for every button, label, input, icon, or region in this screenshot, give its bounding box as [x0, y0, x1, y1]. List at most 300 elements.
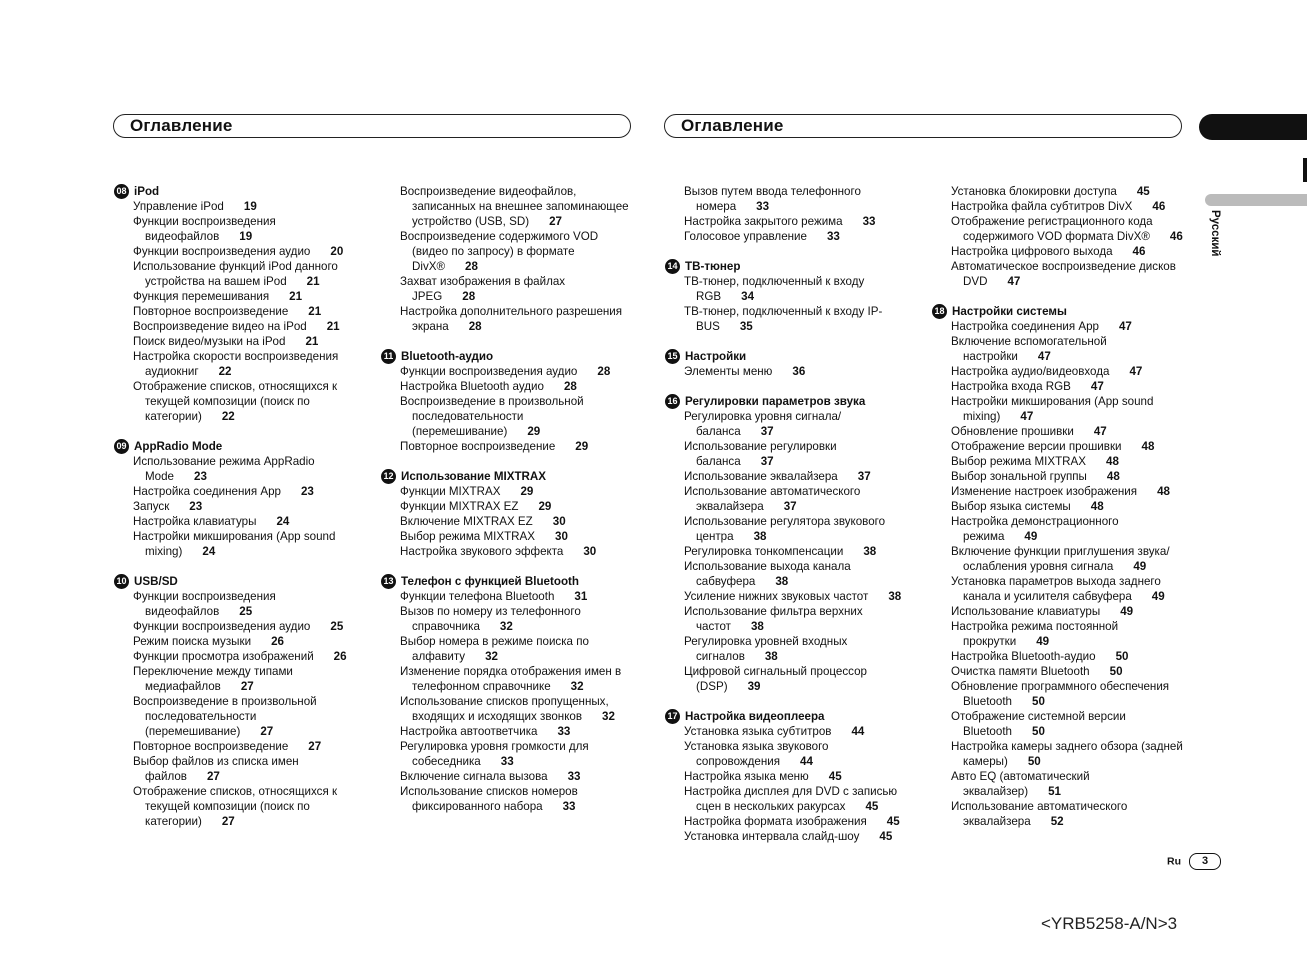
toc-entry[interactable]	[684, 724, 909, 739]
toc-entry-page: 24	[202, 545, 216, 558]
toc-items	[380, 589, 630, 814]
toc-column-1	[113, 184, 358, 844]
toc-entry-page: 28	[462, 290, 476, 303]
toc-entry[interactable]	[400, 694, 630, 724]
toc-header-left-title: Оглавление	[130, 116, 233, 135]
toc-entry[interactable]	[951, 484, 1186, 499]
toc-entry-text: Функции просмотра изображений	[133, 650, 314, 663]
toc-entry-page: 38	[863, 545, 877, 558]
section-title: USB/SD	[134, 575, 178, 588]
toc-entry[interactable]	[400, 769, 630, 784]
toc-entry[interactable]	[133, 649, 358, 664]
toc-entry-text: Настройка дополнительного разрешения экрана	[400, 305, 623, 333]
toc-entry[interactable]	[400, 364, 630, 379]
toc-entry-text: Переключение между типами медиафайлов	[133, 665, 293, 693]
toc-entry-page: 45	[879, 830, 893, 843]
toc-items	[380, 484, 630, 559]
toc-entry-page: 29	[538, 500, 552, 513]
toc-entry-page: 23	[300, 485, 314, 498]
toc-entry[interactable]	[951, 619, 1186, 649]
toc-entry-text: Выбор языка системы	[951, 500, 1071, 513]
toc-entry-page: 48	[1157, 485, 1170, 498]
toc-entry[interactable]	[951, 334, 1186, 364]
toc-entry[interactable]	[684, 439, 909, 469]
toc-entry-page: 29	[520, 485, 534, 498]
side-language-label: Русский	[1209, 210, 1221, 257]
toc-entry-page: 46	[1169, 230, 1183, 243]
toc-entry-text: Поиск видео/музыки на iPod	[133, 335, 286, 348]
toc-entry[interactable]	[951, 259, 1186, 289]
toc-entry-text: Изменение настроек изображения	[951, 485, 1138, 498]
toc-entry-page: 30	[555, 530, 568, 543]
toc-entry[interactable]	[133, 514, 358, 529]
toc-entry-page: 28	[468, 320, 482, 333]
toc-entry[interactable]	[951, 424, 1186, 439]
toc-entry[interactable]	[133, 214, 358, 244]
toc-entry[interactable]	[951, 184, 1186, 199]
toc-items	[664, 409, 909, 694]
toc-entry[interactable]	[133, 664, 358, 694]
toc-entry-text: Функции телефона Bluetooth	[400, 590, 555, 603]
toc-items	[113, 199, 358, 424]
toc-entry[interactable]	[400, 664, 630, 694]
toc-section	[113, 184, 358, 424]
toc-entry[interactable]	[133, 739, 358, 754]
toc-entry-text: Повторное воспроизведение	[400, 440, 556, 453]
toc-entry[interactable]	[684, 304, 909, 334]
toc-entry[interactable]	[684, 229, 909, 244]
toc-entry-text: Использование автоматического эквалайзера	[951, 800, 1128, 828]
toc-entry-page: 33	[862, 215, 876, 228]
toc-entry-text: Выбор режима MIXTRAX	[951, 455, 1086, 468]
toc-entry-page: 50	[1032, 725, 1045, 738]
toc-section	[380, 574, 630, 814]
toc-entry-text: Усиление нижних звуковых частот	[684, 590, 869, 603]
toc-entry[interactable]	[400, 274, 630, 304]
toc-entry-page: 45	[865, 800, 879, 813]
toc-entry-text: Настройки микширования (App sound mixing)	[133, 530, 336, 558]
toc-entry-page: 38	[753, 530, 767, 543]
toc-entry-page: 32	[499, 620, 513, 633]
section-title: Настройка видеоплеера	[685, 710, 825, 723]
toc-entry[interactable]	[684, 784, 909, 814]
toc-entry[interactable]	[133, 634, 358, 649]
toc-entry[interactable]	[400, 529, 630, 544]
toc-entry[interactable]	[133, 334, 358, 349]
toc-section	[664, 394, 909, 694]
toc-entry-page: 38	[775, 575, 789, 588]
toc-entry-page: 32	[602, 710, 615, 723]
toc-entry-text: Воспроизведение в произвольной последовательности (перемешивание)	[133, 695, 317, 738]
toc-entry-text: Функции воспроизведения аудио	[133, 245, 311, 258]
toc-entry[interactable]	[951, 454, 1186, 469]
toc-entry-page: 25	[330, 620, 344, 633]
section-heading[interactable]	[665, 394, 909, 409]
toc-entry[interactable]	[951, 439, 1186, 454]
toc-entry-page: 28	[563, 380, 577, 393]
section-title: ТВ-тюнер	[685, 260, 741, 273]
toc-entry-text: Включение сигнала вызова	[400, 770, 548, 783]
toc-entry-page: 48	[1106, 455, 1119, 468]
toc-entry-text: Функции воспроизведения аудио	[400, 365, 578, 378]
toc-entry[interactable]	[684, 589, 909, 604]
toc-entry[interactable]	[684, 469, 909, 484]
toc-entry-text: Настройка файла субтитров DivX	[951, 200, 1133, 213]
toc-entry[interactable]	[400, 604, 630, 634]
toc-entry[interactable]	[951, 319, 1186, 334]
toc-section	[380, 349, 630, 454]
toc-entry-page: 36	[792, 365, 806, 378]
section-title: Bluetooth-аудио	[401, 350, 494, 363]
toc-entry[interactable]	[133, 499, 358, 514]
toc-entry-page: 47	[1118, 320, 1132, 333]
toc-column-2	[380, 184, 630, 829]
toc-entry-text: Установка языка звукового сопровождения	[684, 740, 829, 768]
toc-entry[interactable]	[951, 604, 1186, 619]
toc-entry[interactable]	[400, 724, 630, 739]
toc-entry[interactable]	[684, 739, 909, 769]
toc-entry[interactable]	[951, 664, 1186, 679]
toc-entry[interactable]	[400, 739, 630, 769]
toc-entry-text: Включение функции приглушения звука/ослабления уровня сигнала	[951, 545, 1170, 573]
toc-entry[interactable]	[684, 604, 909, 634]
toc-entry-text: Регулировка уровней входных сигналов	[684, 635, 848, 663]
toc-entry-page: 37	[783, 500, 797, 513]
toc-entry-page: 26	[271, 635, 284, 648]
toc-entry[interactable]	[951, 244, 1186, 259]
toc-section	[664, 349, 909, 379]
toc-entry[interactable]	[400, 184, 630, 229]
section-heading[interactable]	[114, 439, 358, 454]
toc-entry[interactable]	[133, 319, 358, 334]
toc-entry-page: 37	[857, 470, 871, 483]
toc-section	[931, 304, 1186, 829]
toc-entry-page: 27	[308, 740, 322, 753]
toc-entry-page: 22	[218, 365, 232, 378]
toc-entry[interactable]	[133, 454, 358, 484]
toc-entry-text: Выбор номера в режиме поиска по алфавиту	[400, 635, 589, 663]
toc-entry-text: Функции воспроизведения аудио	[133, 620, 311, 633]
toc-entry-text: Функция перемешивания	[133, 290, 270, 303]
section-heading[interactable]	[665, 709, 909, 724]
toc-entry-text: Управление iPod	[133, 200, 224, 213]
section-heading[interactable]	[665, 259, 909, 274]
toc-entry-page: 33	[500, 755, 514, 768]
section-heading[interactable]	[114, 184, 358, 199]
toc-entry[interactable]	[400, 784, 630, 814]
toc-entry[interactable]	[951, 394, 1186, 424]
toc-entry[interactable]	[951, 709, 1186, 739]
toc-entry-text: Воспроизведение содержимого VOD (видео по запросу) в формате DivX®	[400, 230, 599, 273]
toc-entry-text: Настройка закрытого режима	[684, 215, 843, 228]
toc-entry-text: Воспроизведение видеофайлов, записанных на внешнее запоминающее устройство (USB, SD)	[400, 185, 629, 228]
toc-entry[interactable]	[133, 694, 358, 739]
toc-items	[380, 184, 630, 334]
toc-entry-page: 37	[760, 425, 774, 438]
toc-header-right-title: Оглавление	[681, 116, 784, 135]
toc-section	[380, 184, 630, 334]
toc-section	[664, 259, 909, 334]
toc-entry-page: 32	[570, 680, 584, 693]
toc-entry[interactable]	[684, 814, 909, 829]
toc-entry[interactable]	[684, 409, 909, 439]
toc-entry-text: Настройка аудио/видеовхода	[951, 365, 1110, 378]
toc-entry-page: 28	[597, 365, 611, 378]
toc-entry[interactable]	[400, 229, 630, 274]
toc-entry-text: Обновление программного обеспечения Bluetooth	[951, 680, 1170, 708]
toc-entry-text: Отображение списков, относящихся к текущей композиции (поиск по категории)	[133, 380, 338, 423]
toc-entry[interactable]	[684, 769, 909, 784]
toc-entry[interactable]	[684, 364, 909, 379]
toc-entry-text: Регулировка уровня сигнала/баланса	[684, 410, 842, 438]
toc-entry-page: 33	[826, 230, 840, 243]
toc-entry[interactable]	[133, 379, 358, 424]
section-title: Регулировки параметров звука	[685, 395, 866, 408]
toc-entry-page: 47	[1093, 425, 1107, 438]
toc-entry-text: Настройка клавиатуры	[133, 515, 257, 528]
toc-entry-page: 52	[1050, 815, 1064, 828]
toc-entry[interactable]	[400, 484, 630, 499]
toc-header-left	[113, 114, 631, 138]
toc-entry-page: 21	[289, 290, 303, 303]
toc-entry[interactable]	[951, 499, 1186, 514]
toc-entry[interactable]	[133, 244, 358, 259]
toc-entry-text: Настройка скорости воспроизведения аудиокниг	[133, 350, 339, 378]
toc-entry-page: 49	[1133, 560, 1147, 573]
toc-entry-text: Включение вспомогательной настройки	[951, 335, 1107, 363]
toc-entry[interactable]	[951, 739, 1186, 769]
toc-entry-text: Использование функций iPod данного устройства на вашем iPod	[133, 260, 338, 288]
toc-entry[interactable]	[133, 589, 358, 619]
toc-entry[interactable]	[133, 289, 358, 304]
toc-entry[interactable]	[951, 379, 1186, 394]
toc-entry-text: Настройка режима постоянной прокрутки	[951, 620, 1119, 648]
toc-entry-page: 50	[1027, 755, 1041, 768]
toc-entry-page: 28	[465, 260, 478, 273]
toc-entry-text: Использование списков пропущенных, входящих и исходящих звонков	[400, 695, 609, 723]
toc-entry[interactable]	[133, 304, 358, 319]
toc-items	[664, 724, 909, 844]
grey-language-tab	[1205, 194, 1307, 206]
toc-entry-text: Настройка Bluetooth аудио	[400, 380, 544, 393]
section-heading[interactable]	[114, 574, 358, 589]
toc-entry-text: Повторное воспроизведение	[133, 305, 289, 318]
page-language: Ru	[1167, 855, 1181, 868]
toc-entry[interactable]	[951, 469, 1186, 484]
toc-entry-page: 27	[221, 815, 235, 828]
toc-entry[interactable]	[684, 514, 909, 544]
section-number-badge: 16	[665, 394, 680, 409]
section-number-badge: 18	[932, 304, 947, 319]
toc-entry-text: Выбор режима MIXTRAX	[400, 530, 535, 543]
toc-items	[664, 364, 909, 379]
toc-entry-page: 33	[562, 800, 576, 813]
toc-entry[interactable]	[133, 784, 358, 829]
section-heading[interactable]	[665, 349, 909, 364]
toc-entry-page: 21	[306, 275, 320, 288]
toc-entry-text: Настройка звукового эффекта	[400, 545, 564, 558]
toc-entry-text: Установка языка субтитров	[684, 725, 832, 738]
toc-entry[interactable]	[400, 304, 630, 334]
toc-entry-text: Регулировка уровня громкости для собеседника	[400, 740, 589, 768]
section-number-badge: 10	[114, 574, 129, 589]
toc-entry-text: Настройки микширования (App sound mixing)	[951, 395, 1154, 423]
toc-entry[interactable]	[133, 619, 358, 634]
toc-entry[interactable]	[684, 559, 909, 589]
toc-entry[interactable]	[133, 259, 358, 289]
toc-entry-text: Авто EQ (автоматический эквалайзер)	[951, 770, 1090, 798]
toc-entry-text: Настройка автоответчика	[400, 725, 538, 738]
toc-entry-text: Регулировка тонкомпенсации	[684, 545, 844, 558]
toc-entry-page: 22	[221, 410, 235, 423]
toc-entry[interactable]	[400, 589, 630, 604]
toc-entry[interactable]	[400, 394, 630, 439]
toc-section	[380, 469, 630, 559]
section-number-badge: 11	[381, 349, 396, 364]
toc-entry-text: Настройка соединения App	[133, 485, 281, 498]
page-number: 3	[1189, 853, 1221, 870]
toc-entry[interactable]	[133, 349, 358, 379]
toc-entry-page: 24	[276, 515, 290, 528]
page-number-block	[1167, 853, 1221, 870]
toc-entry[interactable]	[400, 514, 630, 529]
section-number-badge: 15	[665, 349, 680, 364]
toc-entry-text: Функции MIXTRAX EZ	[400, 500, 519, 513]
toc-entry-page: 49	[1151, 590, 1165, 603]
toc-entry[interactable]	[684, 184, 909, 214]
toc-column-4	[931, 184, 1186, 844]
toc-entry-page: 23	[189, 500, 203, 513]
toc-entry-page: 50	[1032, 695, 1045, 708]
toc-entry-text: Настройка камеры заднего обзора (задней камеры)	[951, 740, 1183, 768]
toc-entry-page: 29	[575, 440, 589, 453]
toc-entry-text: Режим поиска музыки	[133, 635, 252, 648]
toc-entry[interactable]	[133, 199, 358, 214]
toc-entry-page: 33	[756, 200, 770, 213]
toc-entry-page: 48	[1106, 470, 1120, 483]
toc-items	[113, 589, 358, 829]
toc-entry-text: Функции воспроизведения видеофайлов	[133, 215, 276, 243]
toc-entry-page: 27	[240, 680, 254, 693]
toc-section	[664, 184, 909, 244]
toc-section	[113, 439, 358, 559]
toc-entry-text: Установка блокировки доступа	[951, 185, 1117, 198]
section-heading[interactable]	[932, 304, 1186, 319]
document-code: <YRB5258-A/N>3	[1041, 914, 1178, 933]
toc-section	[113, 574, 358, 829]
toc-entry-text: Настройка цифрового выхода	[951, 245, 1113, 258]
toc-entry[interactable]	[951, 214, 1186, 244]
toc-entry[interactable]	[400, 379, 630, 394]
section-title: Настройки	[685, 350, 747, 363]
black-language-tab	[1199, 114, 1307, 140]
toc-entry-text: Отображение версии прошивки	[951, 440, 1122, 453]
toc-entry[interactable]	[133, 754, 358, 784]
section-number-badge: 12	[381, 469, 396, 484]
section-heading[interactable]	[381, 574, 630, 589]
toc-entry-page: 33	[567, 770, 581, 783]
toc-entry[interactable]	[684, 274, 909, 304]
toc-entry[interactable]	[951, 799, 1186, 829]
toc-entry-page: 25	[239, 605, 253, 618]
toc-entry-page: 48	[1090, 500, 1104, 513]
toc-entry[interactable]	[133, 484, 358, 499]
toc-entry-page: 30	[583, 545, 597, 558]
toc-entry[interactable]	[951, 769, 1186, 799]
toc-entry-page: 35	[739, 320, 753, 333]
toc-entry-text: Настройка языка меню	[684, 770, 809, 783]
toc-entry-page: 46	[1152, 200, 1166, 213]
toc-entry-text: Использование регулировки баланса	[684, 440, 837, 468]
toc-items	[380, 364, 630, 454]
toc-entry[interactable]	[400, 499, 630, 514]
toc-entry-page: 30	[552, 515, 566, 528]
toc-entry[interactable]	[951, 199, 1186, 214]
section-heading[interactable]	[381, 349, 630, 364]
toc-entry[interactable]	[400, 634, 630, 664]
toc-entry-text: Использование режима AppRadio Mode	[133, 455, 315, 483]
toc-entry[interactable]	[951, 544, 1186, 574]
toc-entry-text: Воспроизведение видео на iPod	[133, 320, 307, 333]
toc-entry-page: 39	[747, 680, 761, 693]
toc-entry[interactable]	[684, 664, 909, 694]
toc-entry[interactable]	[951, 364, 1186, 379]
toc-entry-text: Отображение регистрационного кода содержимого VOD формата DivX®	[951, 215, 1153, 243]
toc-entry-page: 44	[800, 755, 813, 768]
toc-entry[interactable]	[400, 544, 630, 559]
toc-entry-text: Отображение списков, относящихся к текущей композиции (поиск по категории)	[133, 785, 338, 828]
toc-entry-text: Захват изображения в файлах JPEG	[400, 275, 566, 303]
toc-entry[interactable]	[951, 649, 1186, 664]
toc-entry-text: Цифровой сигнальный процессор (DSP)	[684, 665, 868, 693]
toc-entry-text: ТВ-тюнер, подключенный к входу RGB	[684, 275, 865, 303]
section-number-badge: 17	[665, 709, 680, 724]
toc-entry-text: Настройка входа RGB	[951, 380, 1071, 393]
toc-entry-page: 26	[333, 650, 347, 663]
toc-entry-text: Вызов по номеру из телефонного справочника	[400, 605, 581, 633]
toc-entry[interactable]	[400, 439, 630, 454]
toc-entry[interactable]	[684, 634, 909, 664]
toc-entry-text: Повторное воспроизведение	[133, 740, 289, 753]
toc-entry-page: 45	[828, 770, 842, 783]
toc-entry[interactable]	[951, 514, 1186, 544]
toc-entry[interactable]	[684, 214, 909, 229]
toc-entry-page: 38	[888, 590, 902, 603]
toc-entry-text: Воспроизведение в произвольной последовательности (перемешивание)	[400, 395, 584, 438]
toc-section	[931, 184, 1186, 289]
toc-entry[interactable]	[684, 484, 909, 514]
toc-entry-page: 47	[1007, 275, 1021, 288]
toc-entry[interactable]	[951, 679, 1186, 709]
toc-entry-text: Изменение порядка отображения имен в телефонном справочнике	[400, 665, 622, 693]
toc-entry-page: 37	[760, 455, 774, 468]
toc-entry[interactable]	[684, 544, 909, 559]
toc-entry-page: 19	[243, 200, 257, 213]
toc-entry[interactable]	[133, 529, 358, 559]
toc-entry-text: Функции MIXTRAX	[400, 485, 501, 498]
toc-entry-text: Настройка Bluetooth-аудио	[951, 650, 1096, 663]
toc-entry-text: ТВ-тюнер, подключенный к входу IP-BUS	[684, 305, 883, 333]
toc-entry[interactable]	[684, 829, 909, 844]
toc-items	[664, 184, 909, 244]
toc-entry[interactable]	[951, 574, 1186, 604]
toc-entry-page: 27	[260, 725, 274, 738]
toc-section	[664, 709, 909, 844]
section-heading[interactable]	[381, 469, 630, 484]
section-number-badge: 08	[114, 184, 129, 199]
toc-entry-page: 45	[886, 815, 900, 828]
toc-header-right	[664, 114, 1182, 138]
